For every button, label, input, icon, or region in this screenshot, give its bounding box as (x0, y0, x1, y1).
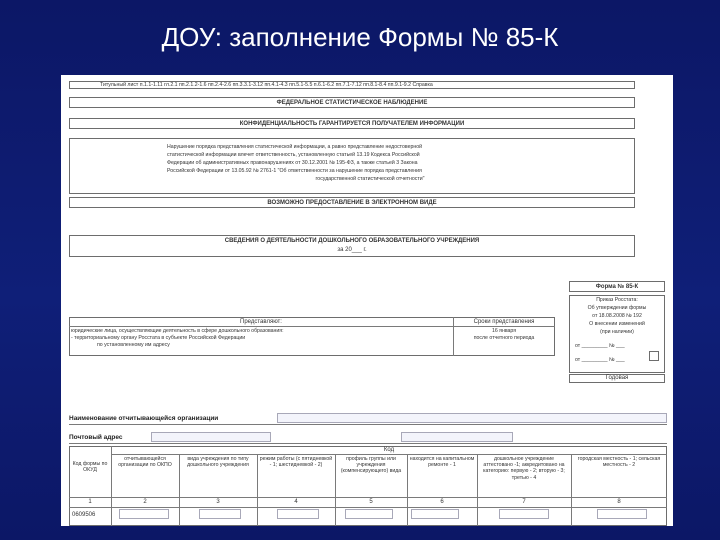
repair-input[interactable] (411, 509, 459, 519)
submitters-line: юридические лица, осуществляющие деятельность в сфере дошкольного образования: (71, 328, 284, 334)
work-mode-input[interactable] (277, 509, 319, 519)
column-number: 1 (88, 499, 92, 505)
column-number: 6 (440, 499, 444, 505)
table-header-cell: Код формы по ОКУД (72, 461, 108, 474)
certification-input[interactable] (499, 509, 549, 519)
column-number: 7 (522, 499, 526, 505)
order-line: Приказ Росстата: (596, 297, 638, 303)
org-name-field[interactable] (277, 413, 667, 423)
locality-input[interactable] (597, 509, 647, 519)
info-year: за 20___ г. (337, 247, 367, 253)
header-reference-line: Титульный лист п.1.1-1.11 гл.2.1 пп.2.1.2-1.6 пп.2.4-2.6 пп.3.3.1-3.12 пп.4.1-4.3 пп.5.1-5.5 п.6.1-6.2 пп.7.1-7.12 пп.8.1-8.4 пп.9.1-9.2 Справка (69, 81, 635, 89)
form-85k-document (61, 75, 673, 526)
code-header: Код (383, 447, 395, 453)
electronic-label: ВОЗМОЖНО ПРЕДОСТАВЛЕНИЕ В ЭЛЕКТРОННОМ ВИДЕ (267, 200, 437, 206)
submitters-line: - территориальному органу Росстата в субъекте Российской Федерации (71, 335, 246, 341)
order-line: Об утверждении формы (587, 305, 647, 311)
deadline-line: после отчетного периода (473, 335, 535, 341)
table-header-cell: режим работы (с пятидневкой - 1; шестидневкой - 2) (259, 456, 333, 469)
info-title: СВЕДЕНИЯ О ДЕЯТЕЛЬНОСТИ ДОШКОЛЬНОГО ОБРАЗОВАТЕЛЬНОГО УЧРЕЖДЕНИЯ (224, 238, 480, 244)
column-number: 4 (294, 499, 298, 505)
warning-line: Российской Федерации от 13.05.92 № 2761-1 "Об ответственности за нарушение порядка представления (167, 168, 422, 174)
table-header-cell: вида учреждения по типу дошкольного учреждения (187, 456, 249, 469)
order-line: от _________ № ___ (575, 357, 625, 363)
federal-observation-label: ФЕДЕРАЛЬНОЕ СТАТИСТИЧЕСКОЕ НАБЛЮДЕНИЕ (276, 100, 428, 106)
address-field-2[interactable] (401, 432, 513, 442)
okpo-input[interactable] (119, 509, 169, 519)
form-number: Форма № 85-К (595, 284, 639, 290)
group-profile-input[interactable] (345, 509, 393, 519)
warning-line: государственной статистической отчетности" (315, 176, 425, 182)
warning-line: Нарушение порядка представления статистической информации, а равно представление недостоверной (167, 144, 422, 150)
address-field[interactable] (151, 432, 271, 442)
submitters-header: Представляют: (240, 319, 282, 325)
confidentiality-label: КОНФИДЕНЦИАЛЬНОСТЬ ГАРАНТИРУЕТСЯ ПОЛУЧАТЕЛЕМ ИНФОРМАЦИИ (239, 121, 465, 127)
order-line: О внесении изменений (589, 321, 645, 327)
column-number: 2 (143, 499, 147, 505)
table-header-cell: городская местность - 1; сельская местность - 2 (577, 456, 661, 469)
order-line: от _________ № ___ (575, 343, 625, 349)
submitters-line: по установленному им адресу (97, 342, 170, 348)
table-header-cell: дошкольное учреждение аттестовано -1; аккредитовано на категорию: первую - 2; вторую - 3; третью - 4 (483, 456, 565, 481)
column-number: 5 (369, 499, 373, 505)
table-header-cell: находится на капитальном ремонте - 1 (409, 456, 475, 469)
org-name-label: Наименование отчитывающейся организации (69, 415, 219, 422)
okud-code: 0609506 (72, 512, 96, 518)
warning-line: статистической информации влечет ответственность, установленную статьей 13.19 Кодекса Российской (167, 152, 420, 158)
institution-type-input[interactable] (199, 509, 241, 519)
order-line: от 18.08.2008 № 192 (592, 313, 642, 319)
table-header-cell: профиль группы или учреждения (компенсирующего) вида (340, 456, 402, 475)
order-line: (при наличии) (600, 329, 634, 335)
deadline-line: 16 января (491, 328, 517, 334)
warning-line: Федерации об административных правонарушениях от 30.12.2001 № 195-ФЗ, а также статьей 3 Закона (167, 160, 418, 166)
deadline-header: Сроки представления (473, 319, 535, 325)
column-number: 3 (216, 499, 220, 505)
column-number: 8 (617, 499, 621, 505)
annual-label: Годовая (605, 375, 629, 381)
slide-title: ДОУ: заполнение Формы № 85-К (161, 22, 559, 52)
table-header-cell: отчитывающейся организации по ОКПО (118, 456, 172, 469)
order-corner-box (649, 351, 659, 361)
address-label: Почтовый адрес (69, 434, 123, 441)
